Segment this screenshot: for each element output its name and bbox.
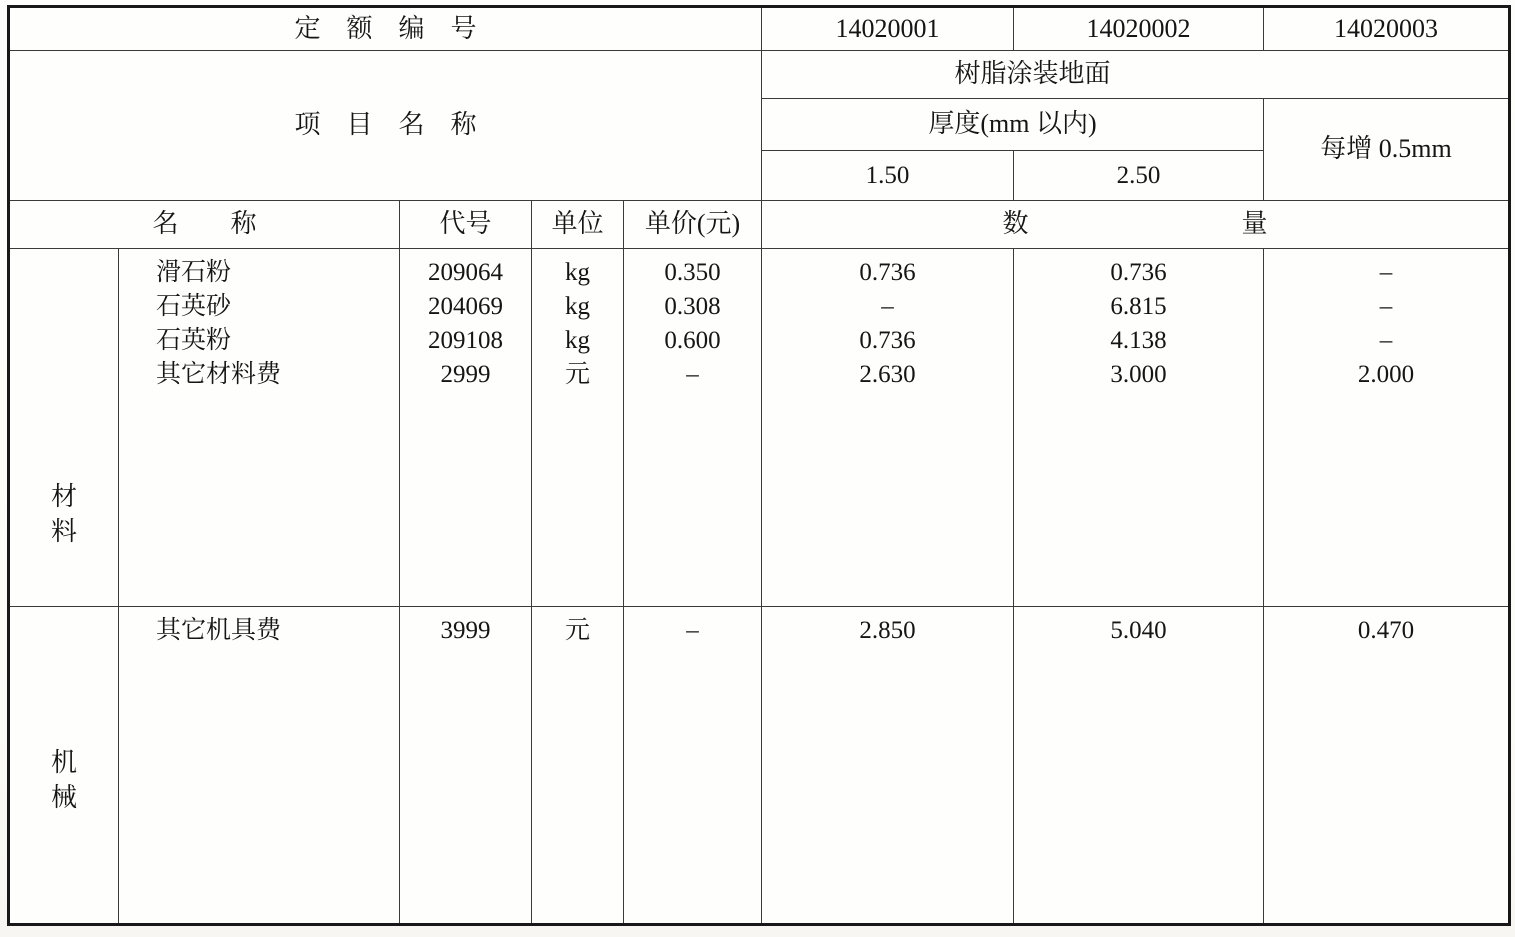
quota-table [7,5,1511,926]
material-qty: 2.630 [859,361,916,388]
material-name: 其它材料费 [156,361,282,388]
machinery-code-column [400,607,532,925]
material-qty: 6.815 [1110,293,1167,320]
machine-name: 其它机具费 [156,617,282,644]
material-name: 石英砂 [156,293,232,320]
material-name: 石英粉 [156,327,232,354]
materials-qty-column-3 [1264,249,1510,607]
col-header-code: 代号 [400,201,532,249]
machinery-price-column [624,607,762,925]
material-code: 204069 [428,293,503,320]
machinery-section-label: 机械 [50,748,77,812]
material-price: – [686,361,699,388]
quota-no-label: 定 额 编 号 [9,7,762,51]
material-qty: 0.736 [859,259,916,286]
materials-price-column [624,249,762,607]
thickness-value-1: 1.50 [762,151,1014,201]
col-header-price: 单价(元) [624,201,762,249]
material-code: 209108 [428,327,503,354]
machine-qty: 5.040 [1110,617,1167,644]
material-qty: 0.736 [859,327,916,354]
thickness-value-2: 2.50 [1014,151,1264,201]
material-qty: 2.000 [1357,361,1415,388]
machine-qty: 2.850 [859,617,916,644]
quota-code-3: 14020003 [1264,7,1510,51]
materials-section-row [9,249,1510,607]
col-header-unit: 单位 [532,201,624,249]
material-price: 0.308 [664,293,721,320]
material-qty: 3.000 [1110,361,1167,388]
machinery-name-column [119,607,400,925]
thickness-label: 厚度(mm 以内) [762,99,1264,151]
quota-code-1: 14020001 [762,7,1014,51]
material-price: 0.350 [664,259,721,286]
project-group-row [9,51,1510,99]
material-price: 0.600 [664,327,721,354]
machine-unit: 元 [564,617,590,644]
materials-qty-column-1 [762,249,1014,607]
quantity-char-liang: 量 [1241,209,1268,239]
machine-code: 3999 [440,617,491,644]
machine-price: – [686,617,699,644]
material-name: 滑石粉 [156,259,232,286]
materials-name-column [119,249,400,607]
machinery-qty-column-1 [762,607,1014,925]
material-code: 2999 [440,361,491,388]
project-group-name: 树脂涂装地面 [762,51,1510,99]
materials-code-column [400,249,532,607]
quantity-label [762,208,1508,241]
column-header-row [9,201,1510,249]
machinery-unit-column [532,607,624,925]
machinery-section-cell [9,607,119,925]
material-qty: – [1379,293,1393,320]
project-name-label: 项 目 名 称 [9,51,762,201]
machinery-section-row [9,607,1510,925]
materials-section-cell [9,249,119,607]
quota-code-2: 14020002 [1014,7,1264,51]
col-header-quantity [762,201,1510,249]
material-qty: – [1379,327,1393,354]
material-qty: – [1379,259,1393,286]
col-header-name: 名 称 [9,201,400,249]
machine-qty: 0.470 [1357,617,1415,644]
materials-section-label: 材料 [50,482,77,546]
materials-unit-column [532,249,624,607]
material-code: 209064 [428,259,503,286]
materials-qty-column-2 [1014,249,1264,607]
quota-number-row [9,7,1510,51]
increment-label: 每增 0.5mm [1264,99,1510,201]
material-qty: 4.138 [1110,327,1167,354]
material-unit: kg [565,293,590,320]
material-qty: – [881,293,894,320]
material-qty: 0.736 [1110,259,1167,286]
material-unit: 元 [564,361,590,388]
material-unit: kg [565,259,590,286]
quantity-char-shu: 数 [1002,209,1029,239]
machinery-qty-column-2 [1014,607,1264,925]
machinery-qty-column-3 [1264,607,1510,925]
material-unit: kg [565,327,590,354]
